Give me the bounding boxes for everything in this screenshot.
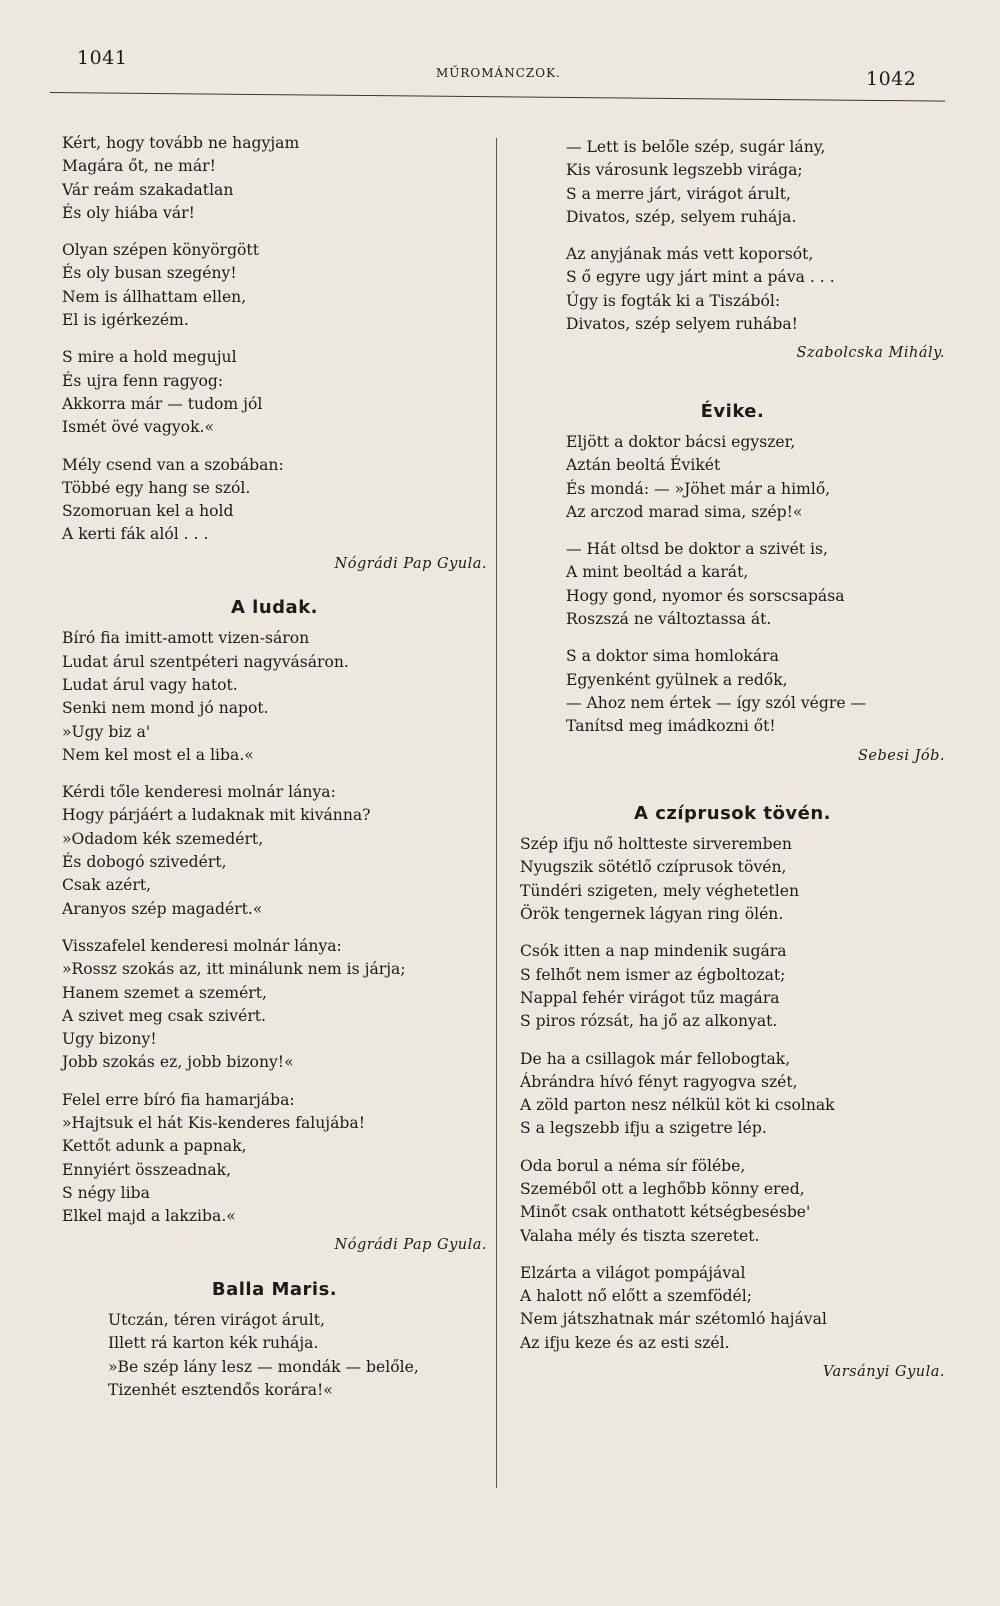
verse-line: Tündéri szigeten, mely véghetetlen bbox=[520, 881, 800, 900]
header-rule bbox=[50, 92, 945, 102]
verse-line: Nem is állhattam ellen, bbox=[62, 287, 247, 306]
verse-line: Elkel majd a lakziba.« bbox=[62, 1207, 236, 1226]
verse-line: S a merre járt, virágot árult, bbox=[566, 184, 791, 203]
stanza bbox=[62, 1309, 487, 1402]
stanza bbox=[520, 645, 945, 738]
page-number-left: 1041 bbox=[77, 47, 128, 69]
verse-line: Tizenhét esztendős korára!« bbox=[108, 1380, 333, 1399]
verse-line: Szeméből ott a leghőbb könny ered, bbox=[520, 1179, 805, 1198]
poem-title: A ludak. bbox=[230, 597, 319, 619]
poem-title: Balla Maris. bbox=[211, 1278, 338, 1300]
verse-line: S felhőt nem ismer az égboltozat; bbox=[520, 965, 786, 984]
stanza bbox=[62, 132, 487, 225]
stanza bbox=[520, 431, 945, 524]
verse-line: A halott nő előtt a szemfödél; bbox=[520, 1287, 753, 1306]
verse-line: És oly hiába vár! bbox=[62, 203, 195, 222]
stanza bbox=[62, 346, 487, 439]
right-column bbox=[520, 136, 945, 1398]
poem-balla-maris-continued bbox=[520, 136, 945, 366]
stanza bbox=[520, 833, 945, 926]
verse-line: Tanítsd meg imádkozni őt! bbox=[566, 717, 776, 736]
poem-continued bbox=[62, 132, 487, 576]
verse-line: »Hajtsuk el hát Kis-kenderes falujába! bbox=[62, 1113, 365, 1132]
verse-line: A zöld parton nesz nélkül köt ki csolnak bbox=[520, 1096, 835, 1115]
verse-line: Aztán beoltá Évikét bbox=[566, 456, 721, 475]
stanza bbox=[520, 1048, 945, 1141]
verse-line: »Odadom kék szemedért, bbox=[62, 829, 264, 848]
verse-line: Szép ifju nő holtteste sirveremben bbox=[520, 835, 792, 854]
verse-line: Ismét övé vagyok.« bbox=[62, 418, 215, 437]
verse-line: Senki nem mond jó napot. bbox=[62, 699, 269, 718]
poem-balla-maris bbox=[62, 1278, 487, 1402]
verse-line: S a legszebb ifju a szigetre lép. bbox=[520, 1119, 767, 1138]
verse-line: »Be szép lány lesz — mondák — belőle, bbox=[108, 1357, 419, 1376]
verse-line: Az arczod marad sima, szép!« bbox=[566, 502, 803, 521]
poem-a-ludak bbox=[62, 596, 487, 1258]
poem-title: A czíprusok tövén. bbox=[634, 802, 831, 824]
stanza bbox=[62, 627, 487, 767]
left-column bbox=[62, 132, 487, 1416]
verse-line: S négy liba bbox=[62, 1183, 150, 1202]
verse-line: A mint beoltád a karát, bbox=[566, 563, 749, 582]
stanza bbox=[520, 1262, 945, 1355]
verse-line: Csak azért, bbox=[62, 876, 152, 895]
verse-line: Szomoruan kel a hold bbox=[62, 502, 234, 521]
verse-line: Úgy is fogták ki a Tiszából: bbox=[566, 291, 781, 310]
verse-line: Az ifju keze és az esti szél. bbox=[520, 1333, 730, 1352]
verse-line: Hanem szemet a szemért, bbox=[62, 983, 267, 1002]
verse-line: Valaha mély és tiszta szeretet. bbox=[520, 1226, 760, 1245]
running-title: MŰROMÁNCZOK. bbox=[436, 66, 561, 80]
page-number-right: 1042 bbox=[866, 68, 917, 90]
verse-line: Aranyos szép magadért.« bbox=[62, 899, 263, 918]
column-divider bbox=[496, 138, 497, 1488]
verse-line: Nyugszik sötétlő czíprusok tövén, bbox=[520, 858, 787, 877]
verse-line: És mondá: — »Jöhet már a himlő, bbox=[566, 479, 831, 498]
verse-line: És dobogó szivedért, bbox=[62, 853, 227, 872]
verse-line: Bíró fia imitt-amott vizen-sáron bbox=[62, 629, 310, 648]
stanza bbox=[520, 538, 945, 631]
verse-line: Jobb szokás ez, jobb bizony!« bbox=[62, 1053, 294, 1072]
poem-author: Nógrádi Pap Gyula. bbox=[334, 1237, 487, 1254]
verse-line: Örök tengernek lágyan ring ölén. bbox=[520, 905, 784, 924]
verse-line: Kérdi tőle kenderesi molnár lánya: bbox=[62, 783, 336, 802]
poem-author: Sebesi Jób. bbox=[858, 747, 945, 764]
verse-line: Ennyiért összeadnak, bbox=[62, 1160, 232, 1179]
verse-line: És oly busan szegény! bbox=[62, 264, 237, 283]
verse-line: Csók itten a nap mindenik sugára bbox=[520, 942, 787, 961]
verse-line: — Hát oltsd be doktor a szivét is, bbox=[566, 540, 828, 559]
verse-line: Többé egy hang se szól. bbox=[62, 478, 251, 497]
verse-line: Akkorra már — tudom jól bbox=[62, 394, 263, 413]
verse-line: Egyenként gyülnek a redők, bbox=[566, 670, 788, 689]
stanza bbox=[62, 781, 487, 921]
stanza bbox=[520, 1155, 945, 1248]
verse-line: Olyan szépen könyörgött bbox=[62, 241, 259, 260]
stanza bbox=[62, 1089, 487, 1229]
verse-line: A szivet meg csak szivért. bbox=[62, 1006, 266, 1025]
verse-line: Roszszá ne változtassa át. bbox=[566, 610, 772, 629]
stanza bbox=[520, 136, 945, 229]
verse-line: Nem kel most el a liba.« bbox=[62, 745, 254, 764]
verse-line: Nem játszhatnak már szétomló hajával bbox=[520, 1310, 827, 1329]
poem-author: Szabolcska Mihály. bbox=[796, 345, 945, 362]
verse-line: Nappal fehér virágot tűz magára bbox=[520, 988, 780, 1007]
verse-line: Kettőt adunk a papnak, bbox=[62, 1137, 247, 1156]
verse-line: El is igérkezém. bbox=[62, 311, 189, 330]
poem-author: Nógrádi Pap Gyula. bbox=[334, 555, 487, 572]
poem-author: Varsányi Gyula. bbox=[822, 1364, 945, 1381]
poem-a-cziprusok-toven bbox=[520, 802, 945, 1385]
verse-line: Illett rá karton kék ruhája. bbox=[108, 1334, 319, 1353]
stanza bbox=[62, 239, 487, 332]
verse-line: Mély csend van a szobában: bbox=[62, 455, 284, 474]
verse-line: Elzárta a világot pompájával bbox=[520, 1263, 746, 1282]
verse-line: Oda borul a néma sír fölébe, bbox=[520, 1156, 746, 1175]
verse-line: Ludat árul vagy hatot. bbox=[62, 675, 238, 694]
verse-line: Kért, hogy tovább ne hagyjam bbox=[62, 134, 300, 152]
verse-line: Ludat árul szentpéteri nagyvásáron. bbox=[62, 652, 349, 671]
verse-line: És ujra fenn ragyog: bbox=[62, 371, 224, 390]
stanza bbox=[520, 940, 945, 1033]
verse-line: Divatos, szép selyem ruhába! bbox=[566, 315, 798, 334]
stanza bbox=[62, 454, 487, 547]
verse-line: Divatos, szép, selyem ruhája. bbox=[566, 207, 797, 226]
verse-line: Kis városunk legszebb virága; bbox=[566, 161, 803, 180]
verse-line: — Ahoz nem értek — így szól végre — bbox=[566, 693, 867, 712]
verse-line: S piros rózsát, ha jő az alkonyat. bbox=[520, 1012, 778, 1031]
poem-evike bbox=[520, 400, 945, 768]
verse-line: Ugy bizony! bbox=[62, 1030, 157, 1049]
verse-line: »Ugy biz a' bbox=[62, 722, 151, 741]
verse-line: Ábrándra hívó fényt ragyogva szét, bbox=[520, 1072, 798, 1091]
verse-line: — Lett is belőle szép, sugár lány, bbox=[566, 138, 826, 156]
verse-line: S mire a hold megujul bbox=[62, 348, 237, 367]
verse-line: Hogy párjáért a ludaknak mit kivánna? bbox=[62, 806, 371, 825]
stanza bbox=[62, 935, 487, 1075]
verse-line: Magára őt, ne már! bbox=[62, 157, 216, 176]
verse-line: Visszafelel kenderesi molnár lánya: bbox=[62, 936, 342, 955]
verse-line: S a doktor sima homlokára bbox=[566, 647, 779, 666]
verse-line: De ha a csillagok már fellobogtak, bbox=[520, 1049, 791, 1068]
verse-line: »Rossz szokás az, itt minálunk nem is járja; bbox=[62, 960, 406, 979]
verse-line: S ő egyre ugy járt mint a páva . . . bbox=[566, 268, 835, 287]
stanza bbox=[520, 243, 945, 336]
verse-line: Eljött a doktor bácsi egyszer, bbox=[566, 432, 796, 451]
verse-line: Vár reám szakadatlan bbox=[62, 180, 234, 199]
poem-title: Évike. bbox=[700, 400, 765, 422]
verse-line: Minőt csak onthatott kétségbesésbe' bbox=[520, 1203, 811, 1222]
verse-line: Utczán, téren virágot árult, bbox=[108, 1311, 325, 1330]
verse-line: Felel erre bíró fia hamarjába: bbox=[62, 1090, 295, 1109]
verse-line: Hogy gond, nyomor és sorscsapása bbox=[566, 586, 845, 605]
verse-line: A kerti fák alól . . . bbox=[62, 525, 209, 544]
verse-line: Az anyjának más vett koporsót, bbox=[566, 245, 814, 264]
